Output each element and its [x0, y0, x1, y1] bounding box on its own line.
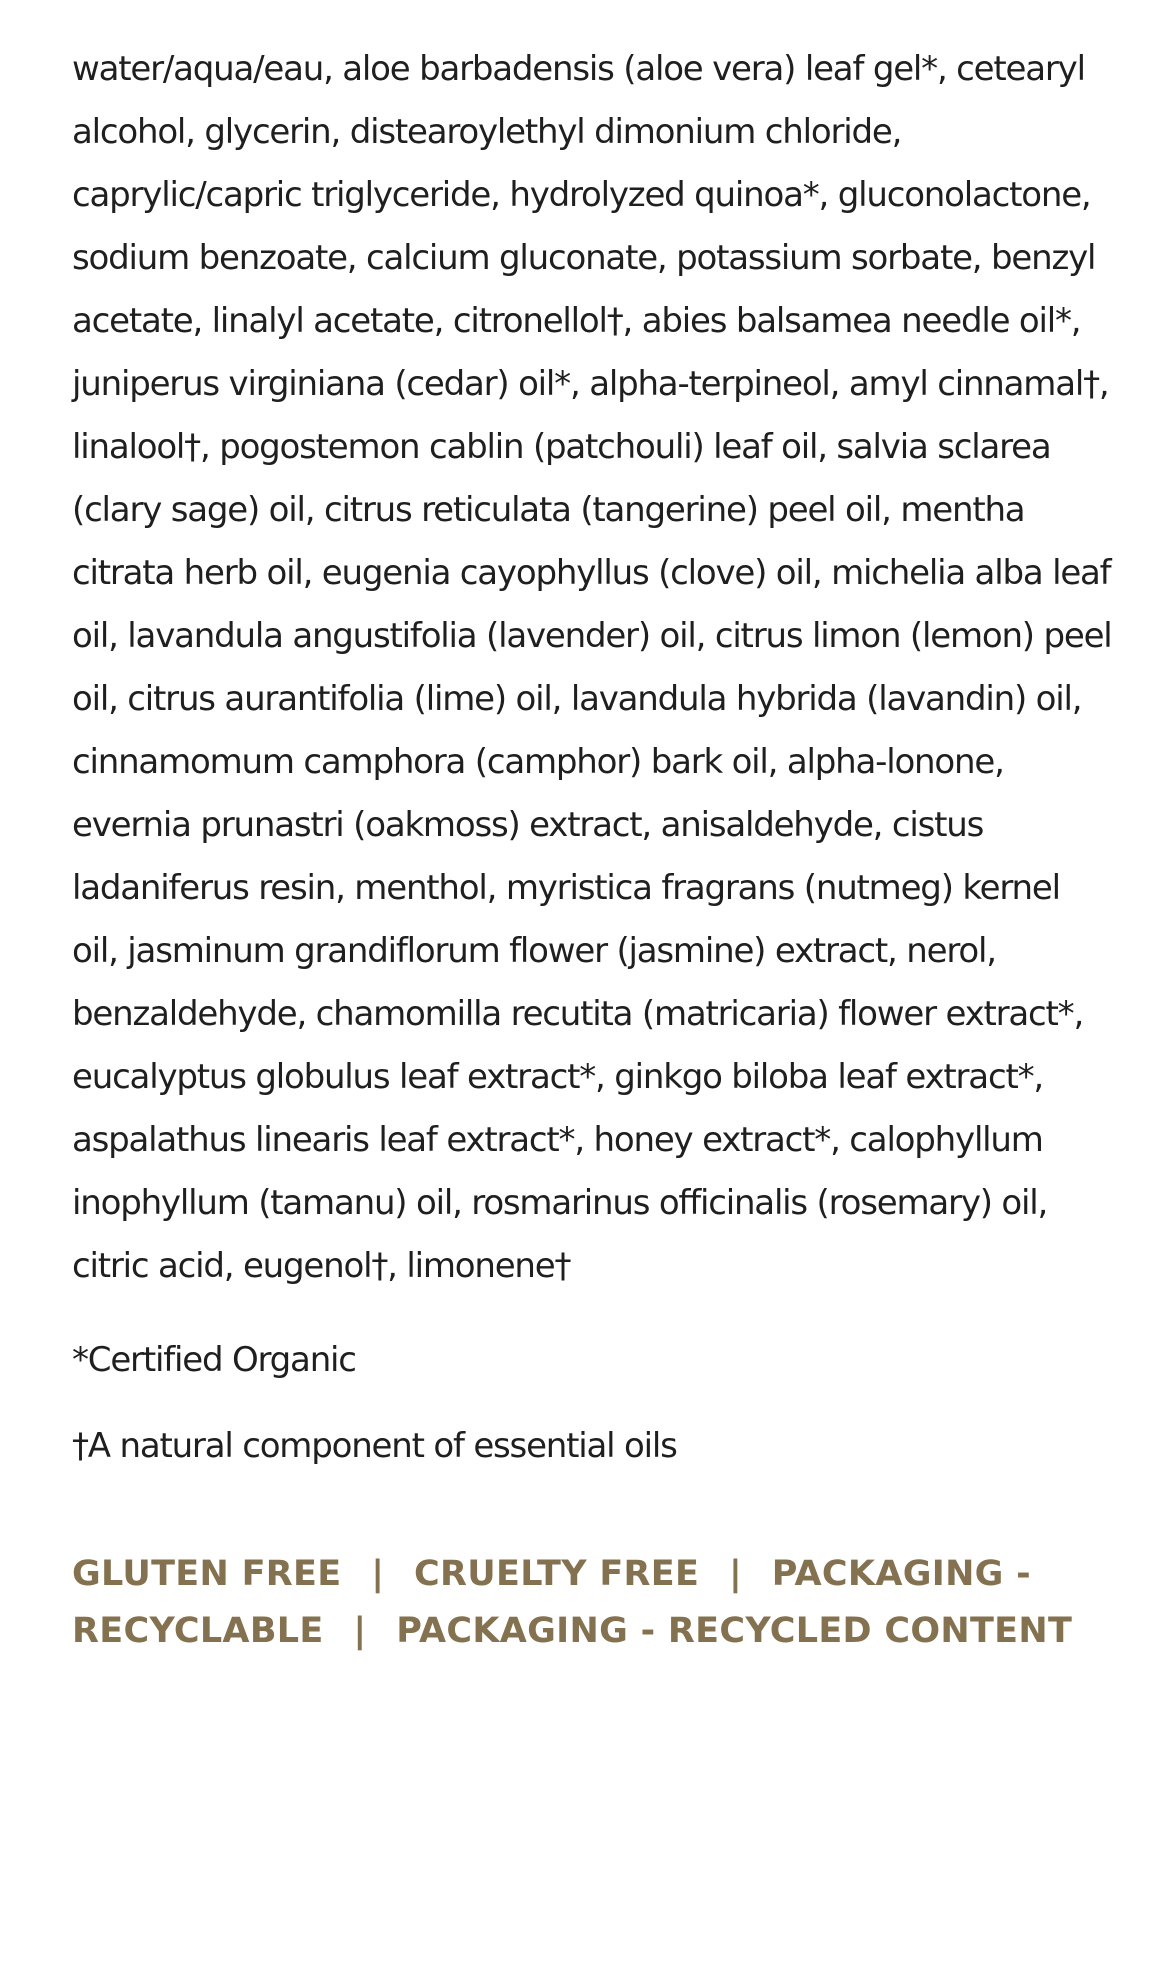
claim-separator: |: [371, 1554, 385, 1594]
certified-organic-note: *Certified Organic: [72, 1340, 356, 1380]
ingredients-list: water/aqua/eau, aloe barbadensis (aloe vera) leaf gel*, cetearyl alcohol, glycerin, distearoylethyl dimonium chloride, caprylic/capric triglyceride, hydrolyzed quinoa*, gluconolactone, sodium benzoate, calcium gluconate, potassium sorbate, benzyl acetate, linalyl acetate, citronellol†, abies balsamea needle oil*, juniperus virginiana (cedar) oil*, alpha-terpineol, amyl cinnamal†, linalool†, pogostemon cablin (patchouli) leaf oil, salvia sclarea (clary sage) oil, citrus reticulata (tangerine) peel oil, mentha citrata herb oil, eugenia cayophyllus (clove) oil, michelia alba leaf oil, lavandula angustifolia (lavender) oil, citrus limon (lemon) peel oil, citrus aurantifolia (lime) oil, lavandula hybrida (lavandin) oil, cinnamomum camphora (camphor) bark oil, alpha-lonone, evernia prunastri (oakmoss) extract, anisaldehyde, cistus ladaniferus resin, menthol, myristica fragrans (nutmeg) kernel oil, jasminum grandiflorum flower (jasmine) extract, nerol, benzaldehyde, chamomilla recutita (matricaria) flower extract*, eucalyptus globulus leaf extract*, ginkgo biloba leaf extract*, aspalathus linearis leaf extract*, honey extract*, calophyllum inophyllum (tamanu) oil, rosmarinus officinalis (rosemary) oil, citric acid, eugenol†, limonene†: [72, 49, 1112, 1286]
essential-oils-note: †A natural component of essential oils: [72, 1426, 677, 1466]
claim-separator: |: [353, 1611, 367, 1651]
claim-separator: |: [728, 1554, 743, 1594]
claim-cruelty-free: CRUELTY FREE: [414, 1554, 700, 1594]
product-claims: [72, 1546, 1112, 1660]
claim-packaging-recycled-content: PACKAGING - RECYCLED CONTENT: [396, 1611, 1073, 1651]
claim-gluten-free: GLUTEN FREE: [72, 1554, 342, 1594]
claim-packaging-recyclable: PACKAGING - RECYCLABLE: [72, 1554, 1032, 1651]
product-details-panel: [72, 38, 1112, 1660]
